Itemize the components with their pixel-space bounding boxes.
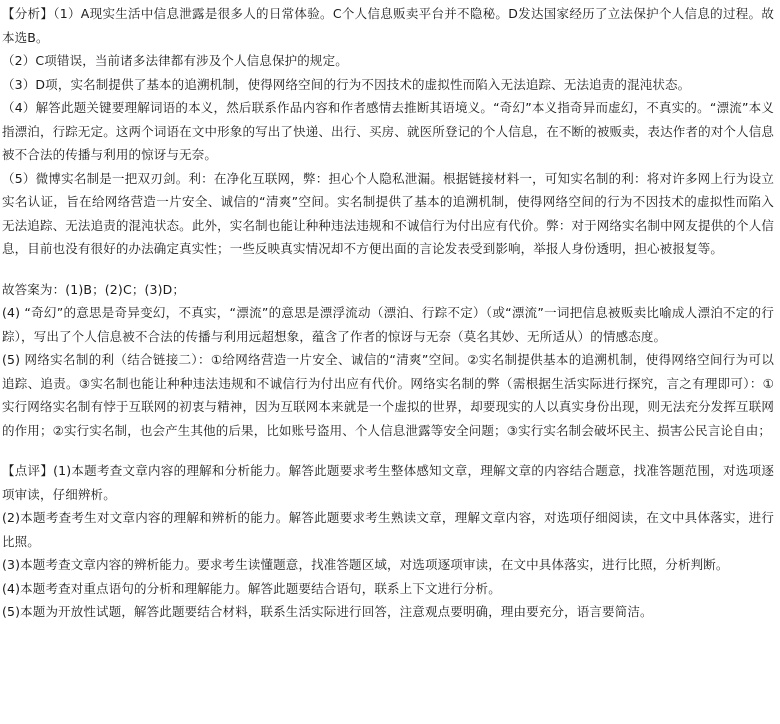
section-spacer [2,261,774,278]
analysis-paragraph-1: 【分析】（1）A现实生活中信息泄露是很多人的日常体验。C个人信息贩卖平台并不隐秘。D发达国家经历了立法保护个人信息的过程。故本选B。 [2,6,774,45]
answer-paragraph-2: (4) “奇幻”的意思是奇异变幻，不真实，“漂流”的意思是漂浮流动（漂泊、行踪不定）（或“漂流”一词把信息被贩卖比喻成人漂泊不定的行踪），写出了个人信息被不合法的传播与利用远超想象，蕴含了作者的惊讶与无奈（莫名其妙、无所适从）的情感态度。 [2,305,774,344]
section-spacer [2,442,774,459]
comment-paragraph-2: (2)本题考查考生对文章内容的理解和辨析的能力。解答此题要求考生熟读文章，理解文章内容，对选项仔细阅读，在文中具体落实，进行比照。 [2,510,774,549]
analysis-paragraph-3: （3）D项，实名制提供了基本的追溯机制，使得网络空间的行为不因技术的虚拟性而陷入无法追踪、无法追责的混沌状态。 [2,76,691,92]
comment-paragraph-4: (4)本题考查对重点语句的分析和理解能力。解答此题要结合语句，联系上下文进行分析。 [2,580,501,596]
analysis-section [2,2,774,261]
answer-paragraph-1: 故答案为：(1)B；(2)C；(3)D； [2,281,186,297]
analysis-paragraph-5: （5）微博实名制是一把双刃剑。利：在净化互联网，弊：担心个人隐私泄漏。根据链接材料一，可知实名制的利：将对许多网上行为设立实名认证，旨在给网络营造一片安全、诚信的“清爽”空间。实名制提供了基本的追溯机制，使得网络空间的行为不因技术的虚拟性而陷入无法追踪、无法追责的混沌状态。此外，实名制也能让种种违法违规和不诚信行为付出应有代价。弊：对于网络实名制中网友提供的个人信息，目前也没有很好的办法确定真实性；一些反映真实情况却不方便出面的言论发表受到影响，举报人身份透明，担心被报复等。 [2,170,774,256]
answer-paragraph-3: (5) 网络实名制的利（结合链接二）：①给网络营造一片安全、诚信的“清爽”空间。②实名制提供基本的追溯机制，使得网络空间行为可以追踪、追责。③实名制也能让种种违法违规和不诚信行为付出应有代价。网络实名制的弊（需根据生活实际进行探究，言之有理即可）：①实行网络实名制有悖于互联网的初衷与精神，因为互联网本来就是一个虚拟的世界，却要现实的人以真实身份出现，则无法充分发挥互联网的作用；②实行实名制，也会产生其他的后果，比如账号盗用、个人信息泄露等安全问题；③实行实名制会破坏民主、损害公民言论自由； [2,352,774,438]
answer-section [2,278,774,443]
comment-paragraph-5: (5)本题为开放性试题，解答此题要结合材料，联系生活实际进行回答，注意观点要明确，理由要充分，语言要简洁。 [2,604,653,619]
analysis-paragraph-4: （4）解答此题关键要理解词语的本义，然后联系作品内容和作者感情去推断其语境义。“奇幻”本义指奇异而虚幻，不真实的。“漂流”本义指漂泊，行踪无定。这两个词语在文中形象的写出了快递、出行、买房、就医所登记的个人信息，在不断的被贩卖，表达作者的对个人信息被不合法的传播与利用的惊讶与无奈。 [2,100,774,162]
comment-section [2,459,774,624]
comment-paragraph-3: (3)本题考查文章内容的辨析能力。要求考生读懂题意，找准答题区域，对选项逐项审读，在文中具体落实，进行比照，分析判断。 [2,557,729,572]
comment-paragraph-1: 【点评】(1)本题考查文章内容的理解和分析能力。解答此题要求考生整体感知文章，理解文章的内容结合题意，找准答题范围，对选项逐项审读，仔细辨析。 [2,463,774,502]
analysis-paragraph-2: （2）C项错误，当前诸多法律都有涉及个人信息保护的规定。 [2,53,348,68]
